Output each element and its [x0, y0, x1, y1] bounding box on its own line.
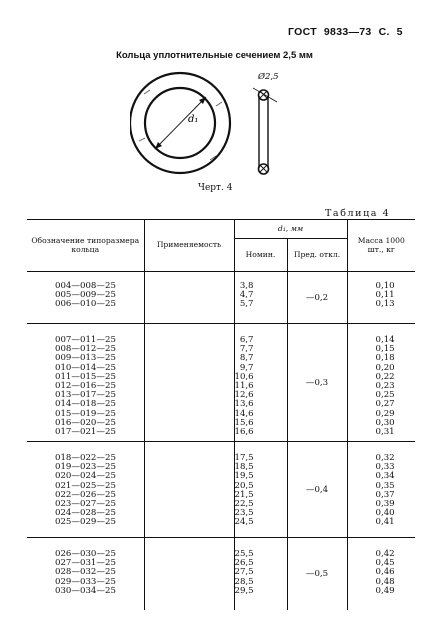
code: 027—031—25 — [55, 558, 116, 569]
mass-value: 0,32 — [375, 453, 395, 463]
nominal-cell — [234, 272, 287, 324]
section-label: Ø2,5 — [258, 72, 279, 82]
diameter-label: d₁ — [188, 114, 199, 125]
table-row — [27, 324, 415, 442]
nominal-cell — [234, 538, 287, 610]
application-cell — [144, 324, 234, 442]
nominal-value: 6,7 — [239, 335, 254, 345]
nominal-value: 10,6 — [234, 371, 254, 382]
mass-value: 0,29 — [375, 408, 395, 419]
mass-value: 0,15 — [375, 344, 395, 355]
code: 019—023—25 — [55, 462, 116, 473]
nominal-value: 3,8 — [239, 281, 254, 291]
mass-value: 0,27 — [375, 399, 395, 410]
header-designation: Обозначение типоразмера кольца — [27, 220, 144, 272]
mass-value: 0,40 — [375, 508, 395, 519]
code: 006—010—25 — [55, 299, 116, 310]
nominal-value: 14,6 — [234, 408, 254, 419]
nominal-cell — [234, 324, 287, 442]
mass-value: 0,23 — [375, 380, 395, 391]
nominal-value: 23,5 — [234, 508, 254, 519]
ring-sizes-table — [27, 219, 415, 610]
code: 012—016—25 — [55, 380, 116, 391]
code: 022—026—25 — [55, 489, 116, 500]
nominal-value: 19,5 — [234, 471, 254, 482]
nominal-value: 4,7 — [239, 290, 254, 301]
table-row — [27, 538, 415, 610]
code: 017—021—25 — [55, 426, 116, 437]
ring-drawing — [130, 64, 310, 182]
code: 026—030—25 — [55, 549, 116, 559]
mass-value: 0,35 — [375, 480, 395, 491]
code: 020—024—25 — [55, 471, 116, 482]
mass-value: 0,22 — [375, 371, 395, 382]
code: 025—029—25 — [55, 517, 116, 528]
nominal-value: 21,5 — [234, 489, 254, 500]
code: 030—034—25 — [55, 585, 116, 596]
nominal-value: 26,5 — [234, 558, 254, 569]
page-number: 5 — [396, 26, 403, 38]
code: 009—013—25 — [55, 353, 116, 364]
nominal-value: 20,5 — [234, 480, 254, 491]
nominal-value: 8,7 — [239, 353, 254, 364]
mass-value: 0,39 — [375, 498, 395, 509]
code: 021—025—25 — [55, 480, 116, 491]
mass-cell — [347, 272, 415, 324]
header-application: Применяемость — [144, 220, 234, 272]
code: 028—032—25 — [55, 567, 116, 578]
nominal-value: 27,5 — [234, 567, 254, 578]
codes-cell — [27, 442, 144, 538]
deviation-cell: —0,5 — [287, 538, 347, 610]
mass-value: 0,42 — [375, 549, 395, 559]
nominal-value: 7,7 — [239, 344, 254, 355]
mass-value: 0,20 — [375, 362, 395, 373]
mass-value: 0,14 — [375, 335, 395, 345]
application-cell — [144, 538, 234, 610]
code: 008—012—25 — [55, 344, 116, 355]
codes-cell — [27, 324, 144, 442]
table-row — [27, 442, 415, 538]
code: 024—028—25 — [55, 508, 116, 519]
mass-value: 0,41 — [375, 517, 395, 528]
nominal-value: 25,5 — [234, 549, 254, 559]
code: 015—019—25 — [55, 408, 116, 419]
code: 010—014—25 — [55, 362, 116, 373]
nominal-value: 13,6 — [234, 399, 254, 410]
mass-value: 0,45 — [375, 558, 395, 569]
nominal-value: 24,5 — [234, 517, 254, 528]
mass-value: 0,37 — [375, 489, 395, 500]
nominal-value: 17,5 — [234, 453, 254, 463]
codes-cell — [27, 538, 144, 610]
section-title: Кольца уплотнительные сечением 2,5 мм — [116, 50, 313, 61]
application-cell — [144, 272, 234, 324]
header-d1-text: d₁, мм — [277, 223, 304, 233]
code: 013—017—25 — [55, 390, 116, 401]
code: 007—011—25 — [55, 335, 116, 345]
page-header — [288, 26, 410, 38]
nominal-value: 12,6 — [234, 390, 254, 401]
mass-value: 0,10 — [375, 281, 395, 291]
table-number: Таблица 4 — [325, 208, 391, 219]
mass-value: 0,31 — [375, 426, 395, 437]
code: 011—015—25 — [55, 371, 116, 382]
code: 016—020—25 — [55, 417, 116, 428]
codes-cell — [27, 272, 144, 324]
mass-value: 0,34 — [375, 471, 395, 482]
nominal-value: 9,7 — [239, 362, 254, 373]
mass-value: 0,49 — [375, 585, 395, 596]
nominal-value: 28,5 — [234, 576, 254, 587]
mass-value: 0,33 — [375, 462, 395, 473]
nominal-value: 16,6 — [234, 426, 254, 437]
header-d1 — [234, 220, 347, 239]
mass-value: 0,25 — [375, 390, 395, 401]
mass-value: 0,30 — [375, 417, 395, 428]
code: 014—018—25 — [55, 399, 116, 410]
mass-value: 0,48 — [375, 576, 395, 587]
mass-cell — [347, 324, 415, 442]
nominal-value: 29,5 — [234, 585, 254, 596]
mass-value: 0,18 — [375, 353, 395, 364]
mass-value: 0,46 — [375, 567, 395, 578]
nominal-value: 18,5 — [234, 462, 254, 473]
standard-number: 9833—73 — [323, 26, 372, 38]
application-cell — [144, 442, 234, 538]
page-label: С. — [378, 26, 390, 38]
mass-cell — [347, 538, 415, 610]
mass-cell — [347, 442, 415, 538]
nominal-value: 15,6 — [234, 417, 254, 428]
code: 005—009—25 — [55, 290, 116, 301]
code: 023—027—25 — [55, 498, 116, 509]
header-nominal: Номин. — [234, 239, 287, 272]
code: 018—022—25 — [55, 453, 116, 463]
nominal-value: 22,5 — [234, 498, 254, 509]
code: 029—033—25 — [55, 576, 116, 587]
nominal-value: 5,7 — [239, 299, 254, 310]
nominal-value: 11,6 — [234, 380, 254, 391]
header-mass: Масса 1000 шт., кг — [347, 220, 415, 272]
drawing-caption: Черт. 4 — [198, 183, 233, 193]
deviation-cell: —0,4 — [287, 442, 347, 538]
standard-label: ГОСТ — [288, 26, 317, 38]
deviation-cell: —0,3 — [287, 324, 347, 442]
code: 004—008—25 — [55, 281, 116, 291]
header-deviation: Пред. откл. — [287, 239, 347, 272]
mass-value: 0,11 — [375, 290, 395, 301]
nominal-cell — [234, 442, 287, 538]
mass-value: 0,13 — [375, 299, 395, 310]
table-row — [27, 272, 415, 324]
deviation-cell: —0,2 — [287, 272, 347, 324]
